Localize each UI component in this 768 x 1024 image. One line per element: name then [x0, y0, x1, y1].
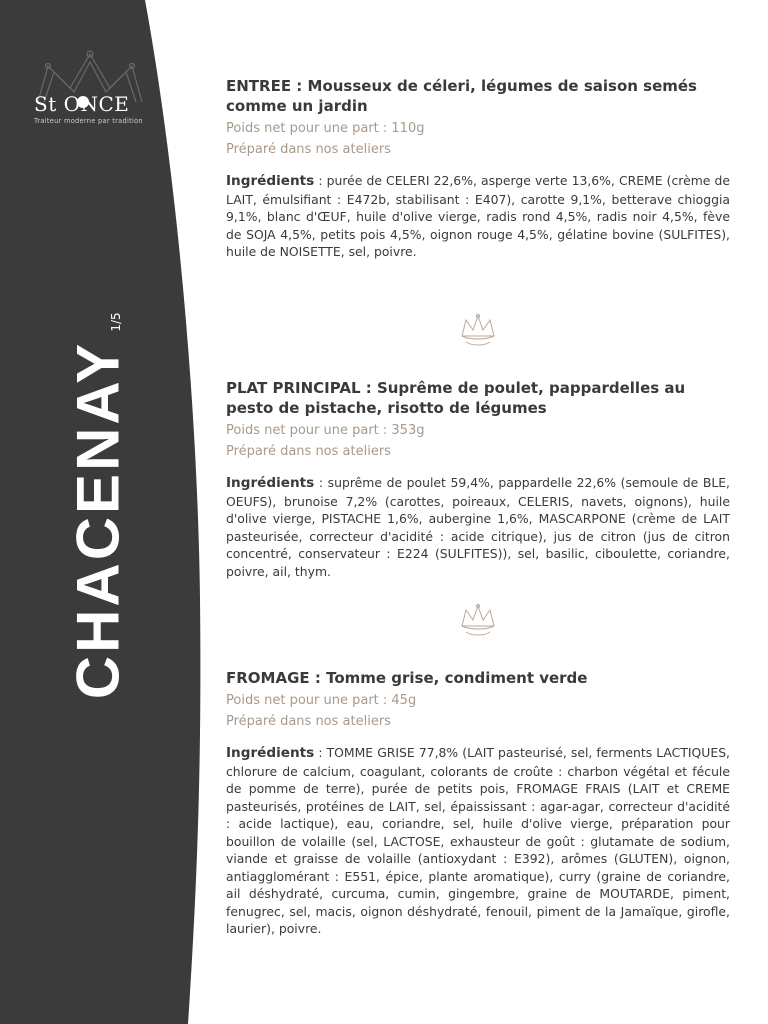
ingredients-label: Ingrédients — [226, 475, 315, 491]
ingredients-text: : suprême de poulet 59,4%, pappardelle 22,6% (semoule de BLE, OEUFS), brunoise 7,2% (carottes, poireaux, CELERIS, navets, oignons), huile d'olive vierge, PISTACHE 1,6%, aubergine 1,6%, MASCARPONE (crème de LAIT pasteurisée, correcteur d'acidité : acide citrique), jus de citron (jus de citron concentré, conservateur : E224 (SULFITES)), sel, basilic, ciboulette, coriandre, poivre, ail, thym. — [226, 475, 730, 579]
crown-divider-icon — [458, 314, 498, 348]
ingredients-label: Ingrédients — [226, 173, 315, 189]
section-title: FROMAGE : Tomme grise, condiment verde — [226, 669, 588, 687]
document-date: 19/08/2016 — [36, 992, 111, 1007]
section-origin: Préparé dans nos ateliers — [226, 714, 391, 729]
brand-tagline: Traiteur moderne par tradition — [34, 117, 143, 125]
section-weight: Poids net pour une part : 353g — [226, 423, 425, 438]
section-title: ENTREE : Mousseux de céleri, légumes de saison semés comme un jardin — [226, 77, 697, 115]
section-ingredients — [226, 474, 730, 580]
menu-name: CHACENAY — [64, 340, 132, 700]
menu-section-plat-principal — [226, 378, 730, 580]
section-weight: Poids net pour une part : 45g — [226, 693, 417, 708]
page-indicator: 1/5 — [109, 312, 123, 332]
section-origin: Préparé dans nos ateliers — [226, 444, 391, 459]
section-ingredients — [226, 744, 730, 938]
section-title: PLAT PRINCIPAL : Suprême de poulet, pappardelles au pesto de pistache, risotto de légumes — [226, 379, 686, 417]
ingredients-label: Ingrédients — [226, 745, 315, 761]
crown-divider-icon — [458, 604, 498, 638]
section-ingredients — [226, 172, 730, 261]
brand-name: St ONCE — [34, 92, 130, 116]
ingredients-text: : TOMME GRISE 77,8% (LAIT pasteurisé, sel, ferments LACTIQUES, chlorure de calcium, coagulant, colorants de croûte : charbon végétal et fécule de pomme de terre), purée de petits pois, FROMAGE FRAIS (LAIT et CREME pasteurisés, protéines de LAIT, sel, épaississant : agar-agar, correcteur d'acidité : acide lactique), eau, coriandre, sel, huile d'olive vierge, préparation pour bouillon de volaille (sel, LACTOSE, exhausteur de goût : glutamate de sodium, viande et graisse de volaille (antioxydant : E392), arômes (GLUTEN), oignon, antiagglomérant : E551, épice, plante aromatique), curry (graine de coriandre, ail déshydraté, curcuma, cumin, gingembre, graine de MOUTARDE, piment, fenugrec, sel, macis, oignon déshydraté, fenouil, piment de la Jamaïque, girofle, laurier), poivre. — [226, 745, 730, 936]
section-weight: Poids net pour une part : 110g — [226, 121, 425, 136]
ingredients-text: : purée de CELERI 22,6%, asperge verte 13,6%, CREME (crème de LAIT, émulsifiant : E472b, stabilisant : E407), carotte 9,1%, betterave chioggia 9,1%, blanc d'ŒUF, huile d'olive vierge, radis rond 4,5%, radis noir 4,5%, fève de SOJA 4,5%, petits pois 4,5%, oignon rouge 4,5%, gélatine bovine (SULFITES), huile de NOISETTE, sel, poivre. — [226, 173, 730, 259]
menu-section-entree — [226, 76, 730, 261]
section-origin: Préparé dans nos ateliers — [226, 142, 391, 157]
menu-section-fromage — [226, 668, 730, 938]
